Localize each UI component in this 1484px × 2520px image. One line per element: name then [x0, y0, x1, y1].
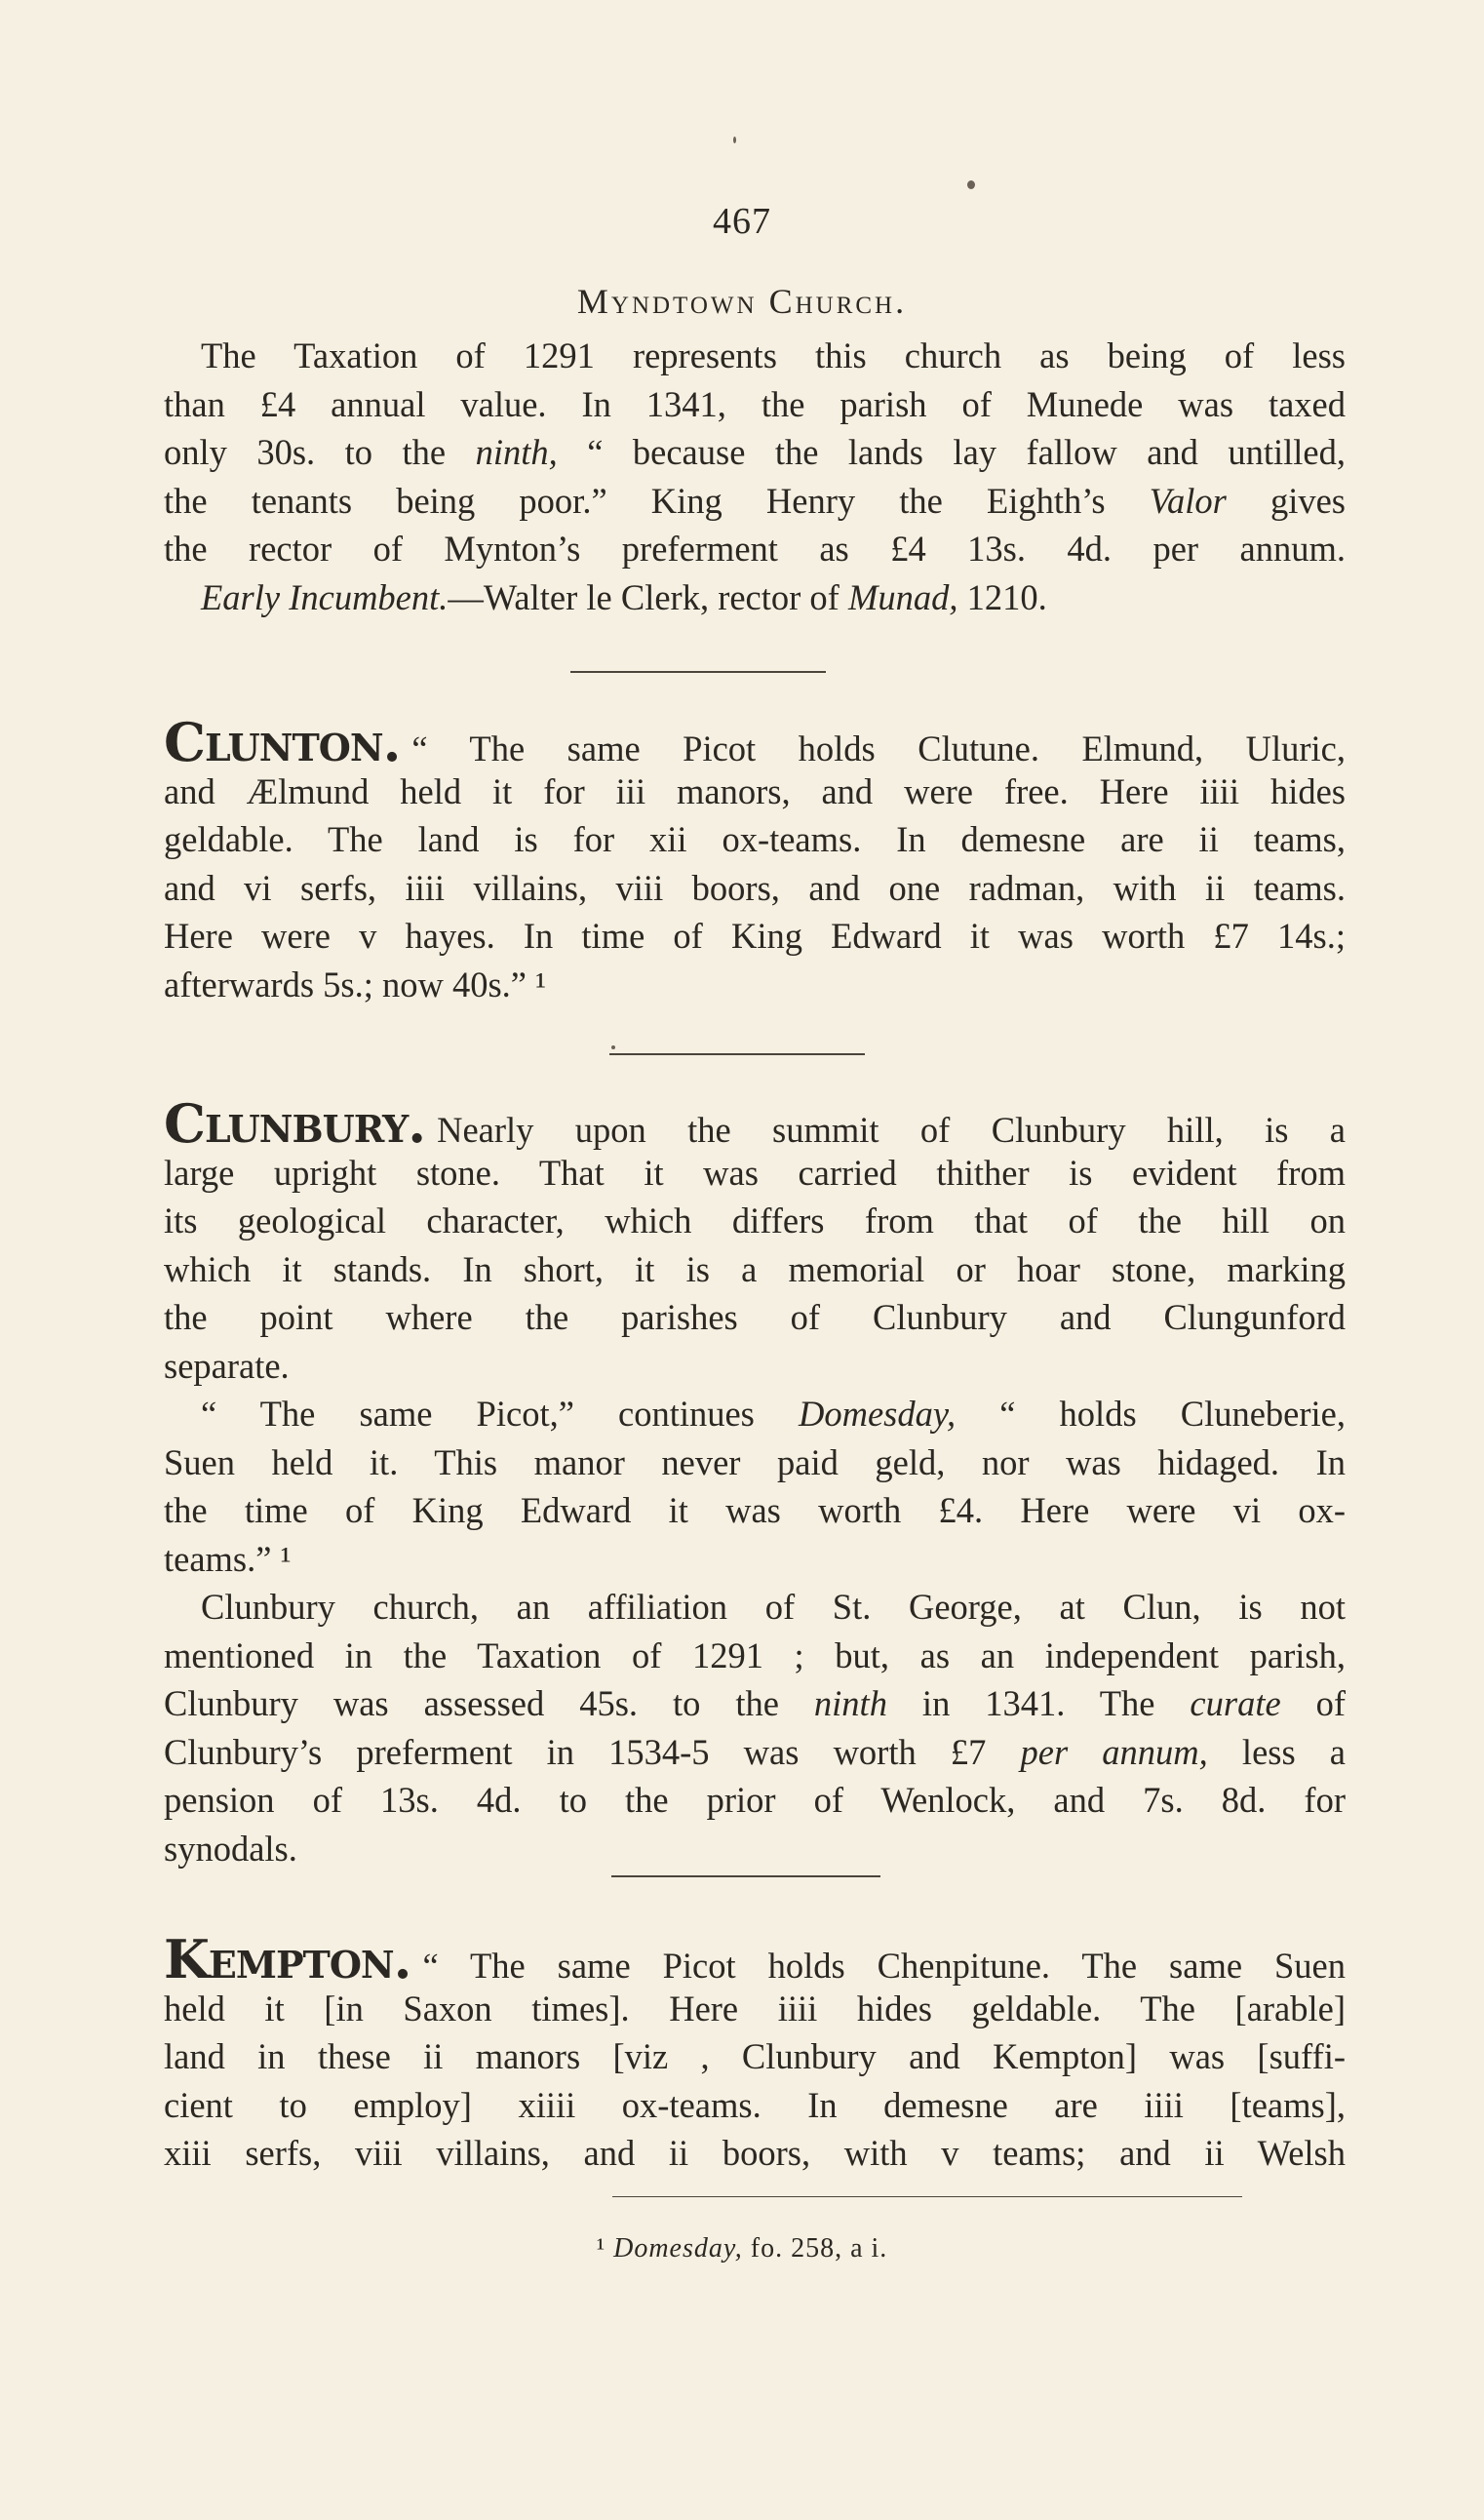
text-line: separate. — [164, 1345, 290, 1386]
text-line: land in these ii manors [viz , Clunbury and Kempton] was [suffi- — [164, 2036, 1346, 2076]
page-number: 467 — [713, 201, 771, 242]
clunbury-paragraph — [164, 1092, 1347, 1872]
text-line: the tenants being poor.” King Henry the Eighth’s Valor gives — [164, 480, 1347, 521]
clunbury-heading: Clunbury. — [164, 1092, 426, 1155]
text-line: mentioned in the Taxation of 1291 ; but, as an independent parish, — [164, 1634, 1346, 1675]
text-line: Clunbury’s preferment in 1534-5 was worth £7 per annum, less a — [164, 1731, 1347, 1772]
clunton-paragraph — [164, 711, 1346, 1008]
section-divider — [611, 1875, 880, 1877]
text-line: than £4 annual value. In 1341, the parish of Munede was taxed — [164, 383, 1346, 424]
kempton-paragraph — [164, 1928, 1346, 2178]
footnote-reference: fo. 258, a i. — [750, 2233, 888, 2264]
section-divider — [609, 1053, 865, 1055]
text-line: The Taxation of 1291 represents this church as being of less — [201, 335, 1346, 375]
section-title: Myndtown Church. — [576, 282, 908, 321]
text-line: Suen held it. This manor never paid geld, nor was hidaged. In — [164, 1441, 1346, 1482]
text-line: synodals. — [164, 1828, 297, 1869]
text-line: Clunbury was assessed 45s. to the ninth in 1341. The curate of — [164, 1683, 1347, 1723]
text-line: Clunbury church, an affiliation of St. George, at Clun, is not — [201, 1587, 1346, 1627]
text-line: the point where the parishes of Clunbury and Clungunford — [164, 1297, 1346, 1337]
text-line: afterwards 5s.; now 40s.” ¹ — [164, 964, 547, 1004]
text-line: cient to employ] xiiii ox-teams. In demesne are iiii [teams], — [164, 2084, 1346, 2125]
text-line: the rector of Mynton’s preferment as £4 13s. 4d. per annum. — [164, 529, 1346, 569]
text-line: Clunton. “ The same Picot holds Clutune. Elmund, Uluric, — [164, 711, 1346, 773]
kempton-heading: Kempton. — [164, 1928, 411, 1990]
section-divider — [570, 671, 826, 673]
footnote-source: Domesday, — [613, 2233, 743, 2264]
text-line: only 30s. to the ninth, “ because the lands lay fallow and untilled, — [164, 432, 1347, 472]
text-line: Clunbury. Nearly upon the summit of Clunbury hill, is a — [164, 1092, 1346, 1155]
early-incumbent-line: Early Incumbent.—Walter le Clerk, rector of Munad, 1210. — [201, 576, 1047, 617]
text-line: pension of 13s. 4d. to the prior of Wenlock, and 7s. 8d. for — [164, 1780, 1346, 1820]
text-line: its geological character, which differs from that of the hill on — [164, 1201, 1346, 1240]
text-line: the time of King Edward it was worth £4. Here were vi ox- — [164, 1490, 1346, 1530]
footnote-rule — [612, 2196, 1242, 2197]
myndtown-paragraph — [164, 332, 1346, 621]
footnote-marker: ¹ — [596, 2233, 606, 2264]
text-line: “ The same Picot,” continues Domesday, “ holds Cluneberie, — [201, 1394, 1346, 1434]
text-line: large upright stone. That it was carried thither is evident from — [164, 1152, 1346, 1193]
text-line: and Ælmund held it for iii manors, and were free. Here iiii hides — [164, 770, 1346, 811]
text-line: which it stands. In short, it is a memorial or hoar stone, marking — [164, 1248, 1346, 1289]
text-line: held it [in Saxon times]. Here iiii hides geldable. The [arable] — [164, 1988, 1346, 2028]
text-line: teams.” ¹ — [164, 1538, 292, 1579]
text-line: and vi serfs, iiii villains, viii boors, and one radman, with ii teams. — [164, 867, 1346, 908]
text-line: Kempton. “ The same Picot holds Chenpitune. The same Suen — [164, 1928, 1346, 1990]
text-line: xiii serfs, viii villains, and ii boors, with v teams; and ii Welsh — [164, 2133, 1346, 2173]
clunton-heading: Clunton. — [164, 711, 401, 773]
text-line: geldable. The land is for xii ox-teams. In demesne are ii teams, — [164, 819, 1346, 859]
footnote — [0, 2233, 1484, 2264]
text-line: Here were v hayes. In time of King Edward it was worth £7 14s.; — [164, 916, 1346, 956]
